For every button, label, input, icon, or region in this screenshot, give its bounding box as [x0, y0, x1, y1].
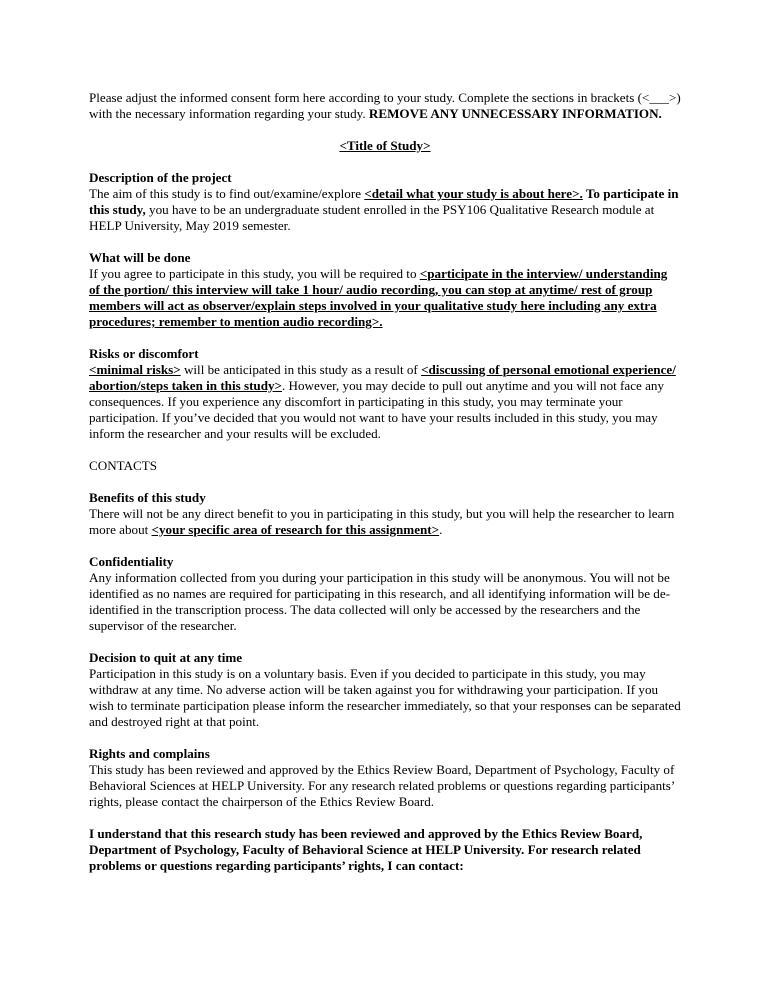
description-bold: To participate in this study, — [89, 186, 679, 217]
section-risks — [89, 346, 681, 442]
study-title — [89, 138, 681, 154]
contacts-label: CONTACTS — [89, 458, 158, 473]
quit-heading: Decision to quit at any time — [89, 650, 243, 665]
rights-body: This study has been reviewed and approved by the Ethics Review Board, Department of Psychology, Faculty of Behavioral Sciences at HELP University. For any research related problems or questions regarding participants’ rights, please contact the chairperson of the Ethics Review Board. — [89, 762, 675, 809]
confidentiality-body: Any information collected from you during your participation in this study will be anonymous. You will not be identified as no names are required for participating in this research, and all identifying information will be de-identified in the transcription process. The data collected will only be accessed by the researchers and the supervisor of the researcher. — [89, 570, 671, 633]
section-quit — [89, 650, 681, 730]
description-text-1: The aim of this study is to find out/examine/explore — [89, 186, 365, 201]
confidentiality-heading: Confidentiality — [89, 554, 174, 569]
risks-body — [89, 362, 681, 442]
intro-bold-notice: REMOVE ANY UNNECESSARY INFORMATION. — [368, 106, 662, 121]
what-done-heading: What will be done — [89, 250, 191, 265]
description-body — [89, 186, 681, 234]
section-benefits — [89, 490, 681, 538]
what-done-text: If you agree to participate in this study, you will be required to — [89, 266, 420, 281]
risks-heading: Risks or discomfort — [89, 346, 199, 361]
what-done-body — [89, 266, 681, 330]
section-rights — [89, 746, 681, 810]
consent-statement: I understand that this research study has been reviewed and approved by the Ethics Review Board, Department of Psychology, Faculty of Behavioral Science at HELP University. For research related problems or questions regarding participants’ rights, I can contact: — [89, 826, 643, 873]
intro-paragraph — [89, 90, 681, 122]
section-description — [89, 170, 681, 234]
description-placeholder: <detail what your study is about here>. — [364, 186, 583, 201]
what-done-placeholder: <participate in the interview/ understanding of the portion/ this interview will take 1 hour/ audio recording, you can stop at anytime/ rest of group members will act as observer/explain steps involved in your qualitative study here including any extra procedures; remember to mention audio recording>. — [89, 266, 668, 329]
section-confidentiality — [89, 554, 681, 634]
risks-placeholder-2: <discussing of personal emotional experience/ abortion/steps taken in this study> — [89, 362, 676, 393]
study-title-text: <Title of Study> — [339, 138, 431, 153]
benefits-body — [89, 506, 681, 538]
risks-text-2: . However, you may decide to pull out anytime and you will not face any consequences. If you experience any discomfort in participating in this study, you may terminate your participation. If you’ve decided that you would not want to have your results included in this study, you may inform the researcher and your results will be excluded. — [89, 378, 665, 441]
risks-placeholder-1: <minimal risks> — [89, 362, 181, 377]
benefits-heading: Benefits of this study — [89, 490, 206, 505]
risks-text-1: will be anticipated in this study as a result of — [180, 362, 422, 377]
rights-heading: Rights and complains — [89, 746, 210, 761]
benefits-text-1: There will not be any direct benefit to you in participating in this study, but you will help the researcher to learn more about — [89, 506, 675, 537]
consent-form-page — [89, 90, 681, 874]
description-text-2: you have to be an undergraduate student enrolled in the PSY106 Qualitative Research module at HELP University, May 2019 semester. — [89, 202, 655, 233]
benefits-placeholder: <your specific area of research for this assignment> — [151, 522, 440, 537]
intro-text: Please adjust the informed consent form here according to your study. Complete the sections in brackets (<___>) with the necessary information regarding your study. — [89, 90, 681, 121]
section-what-will-be-done — [89, 250, 681, 330]
quit-body: Participation in this study is on a voluntary basis. Even if you decided to participate in this study, you may withdraw at any time. No adverse action will be taken against you for withdrawing your participation. If you wish to terminate participation please inform the researcher immediately, so that your responses can be separated and destroyed right at that point. — [89, 666, 681, 729]
benefits-text-2: . — [439, 522, 443, 537]
description-heading: Description of the project — [89, 170, 232, 185]
